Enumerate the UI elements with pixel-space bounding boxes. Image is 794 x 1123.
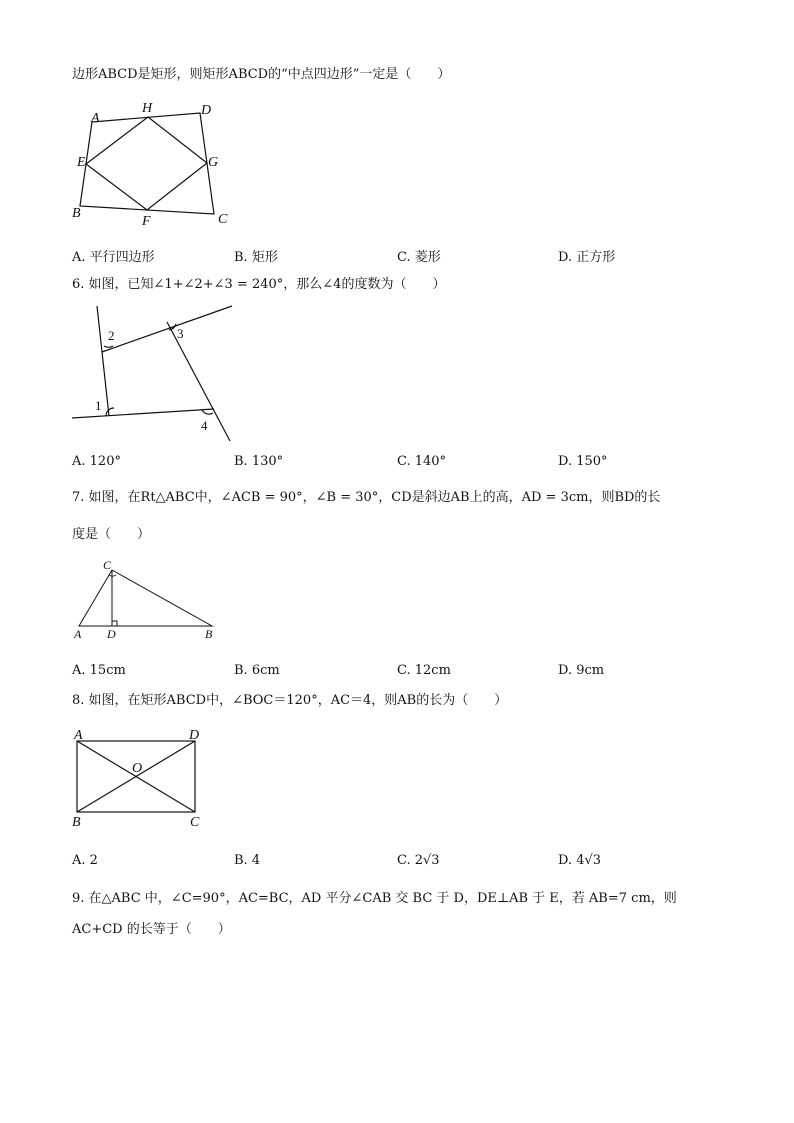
q7-option-b[interactable]: B. 6cm [234,663,280,678]
q7-right-angle-mark-D [112,621,117,626]
q8-label-O: O [132,761,143,776]
q8-option-a[interactable]: A. 2 [72,853,98,868]
q5-label-B: B [72,206,81,221]
q5-outer-quadrilateral [80,113,214,214]
q9-stem-line2: AC+CD 的长等于（ ） [72,922,231,937]
q6-angle-arc-1 [106,408,114,416]
q8-label-B: B [72,815,81,830]
q6-option-d[interactable]: D. 150° [558,454,608,469]
q6-label-1: 1 [95,398,102,413]
q5-option-b[interactable]: B. 矩形 [234,250,278,265]
q5-label-A: A [91,111,100,126]
q6-top-line [102,306,232,352]
q5-label-E: E [77,155,86,170]
q7-option-d[interactable]: D. 9cm [558,663,605,678]
q7-option-a[interactable]: A. 15cm [72,663,126,678]
q6-option-a[interactable]: A. 120° [72,454,121,469]
q6-label-3: 3 [177,326,184,341]
q5-figure-quadrilateral [68,96,238,236]
q6-angle-arc-2 [104,346,113,347]
q8-option-d[interactable]: D. 4√3 [558,853,602,868]
q7-label-D: D [107,627,116,641]
q5-option-a[interactable]: A. 平行四边形 [72,250,155,265]
q6-option-c[interactable]: C. 140° [397,454,447,469]
q5-label-H: H [142,101,153,116]
q5-option-d[interactable]: D. 正方形 [558,250,616,265]
q8-label-D: D [189,728,200,743]
q8-option-c[interactable]: C. 2√3 [397,853,440,868]
q5-label-F: F [142,214,151,229]
q7-figure-right-triangle [72,557,222,642]
q7-label-A: A [74,627,82,641]
q5-stem: 边形ABCD是矩形，则矩形ABCD的“中点四边形”一定是（ ） [72,67,451,82]
q8-label-A: A [74,728,83,743]
q5-midpoint-quadrilateral [86,117,207,210]
q8-option-b[interactable]: B. 4 [234,853,261,868]
q5-option-c[interactable]: C. 菱形 [397,250,441,265]
q7-stem-line2: 度是（ ） [72,527,151,542]
q8-stem: 8. 如图，在矩形ABCD中，∠BOC＝120°，AC＝4，则AB的长为（ ） [72,693,508,708]
q5-label-G: G [208,155,219,170]
q6-figure-angles [70,300,240,445]
q8-label-C: C [190,815,200,830]
q7-option-c[interactable]: C. 12cm [397,663,451,678]
q6-stem: 6. 如图，已知∠1+∠2+∠3 = 240°，那么∠4的度数为（ ） [72,277,446,292]
q5-label-C: C [218,212,228,227]
q6-label-4: 4 [201,418,208,433]
q6-label-2: 2 [108,328,115,343]
q8-figure-rectangle [70,725,210,830]
q7-label-C: C [103,558,112,572]
q6-bottom-line [72,409,214,418]
q6-angle-arc-4 [202,410,213,414]
q6-option-b[interactable]: B. 130° [234,454,284,469]
q7-stem-line1: 7. 如图，在Rt△ABC中，∠ACB = 90°，∠B = 30°，CD是斜边AB上的高，AD = 3cm，则BD的长 [72,490,661,505]
q7-label-B: B [205,627,213,641]
q9-stem-line1: 9. 在△ABC 中，∠C=90°，AC=BC，AD 平分∠CAB 交 BC 于 D，DE⊥AB 于 E，若 AB=7 cm，则 [72,891,677,906]
q7-triangle [79,570,212,626]
q5-label-D: D [201,103,212,118]
